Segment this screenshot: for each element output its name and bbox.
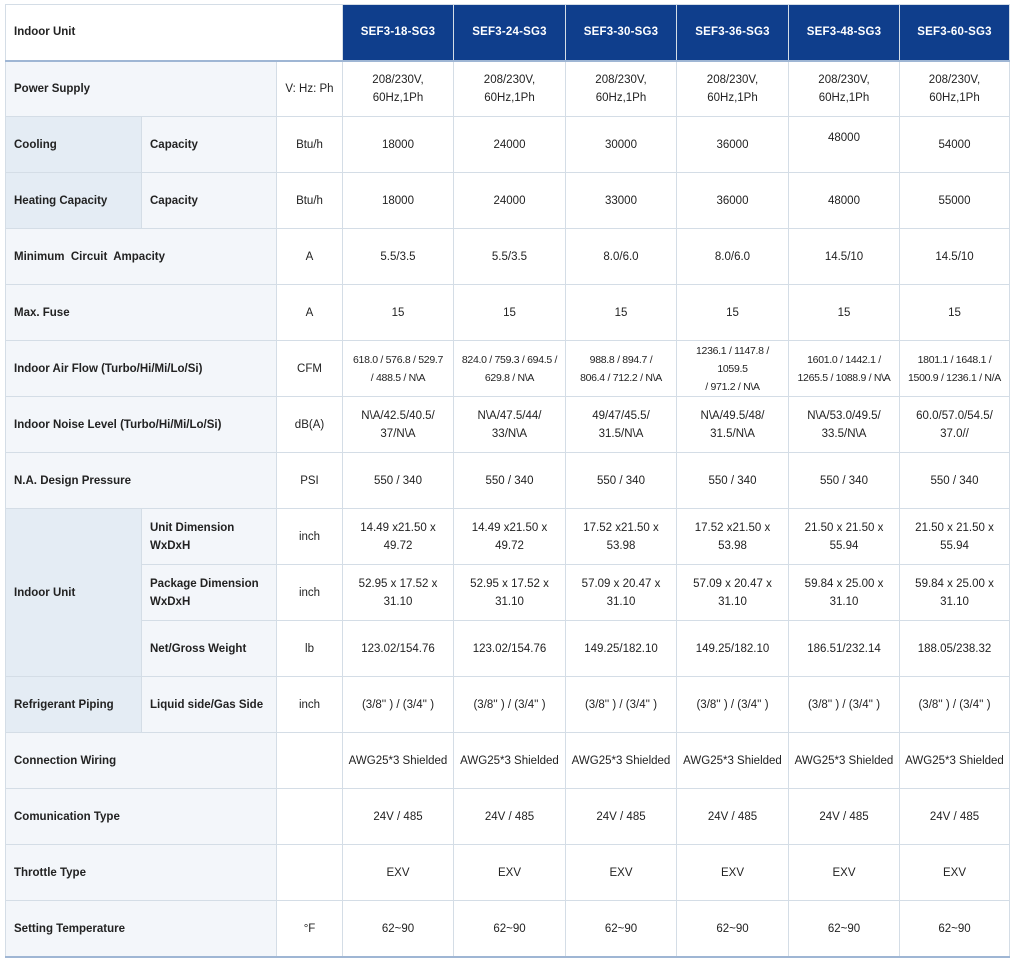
row-throttle-type <box>6 845 1010 901</box>
cell-value: N\A/49.5/48/ 31.5/N\A <box>677 397 789 453</box>
cell-value: 57.09 x 20.47 x 31.10 <box>566 565 677 621</box>
cell-value: 62~90 <box>454 901 566 957</box>
cell-value: N\A/47.5/44/ 33/N\A <box>454 397 566 453</box>
cell-value: 62~90 <box>677 901 789 957</box>
row-connection-wiring <box>6 733 1010 789</box>
cell-value: 15 <box>900 285 1010 341</box>
row-unit: V: Hz: Ph <box>277 61 343 117</box>
row-package-dimension <box>6 565 1010 621</box>
spec-table-container <box>5 4 1009 958</box>
cell-value: 1601.0 / 1442.1 / 1265.5 / 1088.9 / N\A <box>789 341 900 397</box>
row-label: Throttle Type <box>6 845 277 901</box>
row-sublabel: Unit Dimension WxDxH <box>142 509 277 565</box>
cell-value: 208/230V, 60Hz,1Ph <box>677 61 789 117</box>
header-label: Indoor Unit <box>6 5 343 61</box>
row-unit: inch <box>277 565 343 621</box>
cell-value: 208/230V, 60Hz,1Ph <box>789 61 900 117</box>
cell-value: 36000 <box>677 117 789 173</box>
row-unit: CFM <box>277 341 343 397</box>
cell-value: AWG25*3 Shielded <box>454 733 566 789</box>
row-mca <box>6 229 1010 285</box>
row-communication-type <box>6 789 1010 845</box>
cell-value: AWG25*3 Shielded <box>343 733 454 789</box>
cell-value: 550 / 340 <box>454 453 566 509</box>
row-sublabel: Package Dimension WxDxH <box>142 565 277 621</box>
cell-value: 15 <box>343 285 454 341</box>
model-header: SEF3-48-SG3 <box>789 5 900 61</box>
row-weight <box>6 621 1010 677</box>
row-label: Power Supply <box>6 61 277 117</box>
cell-value: 52.95 x 17.52 x 31.10 <box>343 565 454 621</box>
cell-value: 5.5/3.5 <box>454 229 566 285</box>
cell-value: 24V / 485 <box>343 789 454 845</box>
cell-value: AWG25*3 Shielded <box>566 733 677 789</box>
row-label: Max. Fuse <box>6 285 277 341</box>
cell-value: (3/8'' ) / (3/4'' ) <box>343 677 454 733</box>
cell-value: 24000 <box>454 117 566 173</box>
cell-value: 24V / 485 <box>454 789 566 845</box>
cell-value: 149.25/182.10 <box>566 621 677 677</box>
model-header: SEF3-18-SG3 <box>343 5 454 61</box>
row-label: Refrigerant Piping <box>6 677 142 733</box>
cell-value: 15 <box>677 285 789 341</box>
cell-value: 62~90 <box>566 901 677 957</box>
row-label: Indoor Air Flow (Turbo/Hi/Mi/Lo/Si) <box>6 341 277 397</box>
cell-value: 550 / 340 <box>900 453 1010 509</box>
cell-value: (3/8'' ) / (3/4'' ) <box>454 677 566 733</box>
row-unit: inch <box>277 509 343 565</box>
model-header: SEF3-60-SG3 <box>900 5 1010 61</box>
cell-value: 988.8 / 894.7 / 806.4 / 712.2 / N\A <box>566 341 677 397</box>
row-unit: PSI <box>277 453 343 509</box>
cell-value: N\A/53.0/49.5/ 33.5/N\A <box>789 397 900 453</box>
cell-value: EXV <box>677 845 789 901</box>
cell-value: 149.25/182.10 <box>677 621 789 677</box>
row-fuse <box>6 285 1010 341</box>
row-unit-dimension <box>6 509 1010 565</box>
model-header: SEF3-24-SG3 <box>454 5 566 61</box>
row-unit: A <box>277 229 343 285</box>
row-heating <box>6 173 1010 229</box>
cell-value: 208/230V, 60Hz,1Ph <box>343 61 454 117</box>
cell-value: 208/230V, 60Hz,1Ph <box>900 61 1010 117</box>
cell-value: 550 / 340 <box>343 453 454 509</box>
row-label: Indoor Unit <box>6 509 142 677</box>
cell-value: 15 <box>454 285 566 341</box>
cell-value: 8.0/6.0 <box>566 229 677 285</box>
cell-value: 62~90 <box>900 901 1010 957</box>
model-header: SEF3-30-SG3 <box>566 5 677 61</box>
row-label: Comunication Type <box>6 789 277 845</box>
cell-value: AWG25*3 Shielded <box>900 733 1010 789</box>
row-power-supply <box>6 61 1010 117</box>
cell-value: 59.84 x 25.00 x 31.10 <box>789 565 900 621</box>
cell-value: 618.0 / 576.8 / 529.7 / 488.5 / N\A <box>343 341 454 397</box>
row-unit <box>277 789 343 845</box>
cell-value: AWG25*3 Shielded <box>677 733 789 789</box>
cell-value: N\A/42.5/40.5/ 37/N\A <box>343 397 454 453</box>
row-label: Minimum Circuit Ampacity <box>6 229 277 285</box>
row-label: Connection Wiring <box>6 733 277 789</box>
row-label: Indoor Noise Level (Turbo/Hi/Mi/Lo/Si) <box>6 397 277 453</box>
cell-value: 59.84 x 25.00 x 31.10 <box>900 565 1010 621</box>
row-unit: inch <box>277 677 343 733</box>
cell-value: 33000 <box>566 173 677 229</box>
cell-value: EXV <box>343 845 454 901</box>
cell-value: EXV <box>566 845 677 901</box>
cell-value: 24V / 485 <box>677 789 789 845</box>
row-unit: Btu/h <box>277 173 343 229</box>
cell-value: 123.02/154.76 <box>343 621 454 677</box>
row-airflow <box>6 341 1010 397</box>
row-label: Heating Capacity <box>6 173 142 229</box>
cell-value: 550 / 340 <box>789 453 900 509</box>
cell-value: 14.49 x21.50 x 49.72 <box>454 509 566 565</box>
cell-value: 824.0 / 759.3 / 694.5 / 629.8 / N\A <box>454 341 566 397</box>
cell-value: 14.5/10 <box>900 229 1010 285</box>
cell-value: EXV <box>789 845 900 901</box>
cell-value: 208/230V, 60Hz,1Ph <box>566 61 677 117</box>
row-label: Cooling <box>6 117 142 173</box>
cell-value: 208/230V, 60Hz,1Ph <box>454 61 566 117</box>
cell-value: 24V / 485 <box>566 789 677 845</box>
cell-value: 24000 <box>454 173 566 229</box>
cell-value: EXV <box>454 845 566 901</box>
row-label: Setting Temperature <box>6 901 277 957</box>
row-pressure <box>6 453 1010 509</box>
row-refrigerant-piping <box>6 677 1010 733</box>
cell-value: 48000 <box>789 117 900 173</box>
row-sublabel: Liquid side/Gas Side <box>142 677 277 733</box>
cell-value: 17.52 x21.50 x 53.98 <box>677 509 789 565</box>
cell-value: 15 <box>566 285 677 341</box>
row-sublabel: Net/Gross Weight <box>142 621 277 677</box>
cell-value: 550 / 340 <box>677 453 789 509</box>
row-setting-temperature <box>6 901 1010 957</box>
cell-value: (3/8'' ) / (3/4'' ) <box>900 677 1010 733</box>
cell-value: 8.0/6.0 <box>677 229 789 285</box>
cell-value: (3/8'' ) / (3/4'' ) <box>566 677 677 733</box>
cell-value: 123.02/154.76 <box>454 621 566 677</box>
cell-value: 52.95 x 17.52 x 31.10 <box>454 565 566 621</box>
cell-value: 17.52 x21.50 x 53.98 <box>566 509 677 565</box>
cell-value: 30000 <box>566 117 677 173</box>
cell-value: 188.05/238.32 <box>900 621 1010 677</box>
cell-value: 48000 <box>789 173 900 229</box>
cell-value: 24V / 485 <box>789 789 900 845</box>
row-unit: dB(A) <box>277 397 343 453</box>
cell-value: 550 / 340 <box>566 453 677 509</box>
row-cooling <box>6 117 1010 173</box>
cell-value: AWG25*3 Shielded <box>789 733 900 789</box>
cell-value: 62~90 <box>789 901 900 957</box>
cell-value: 21.50 x 21.50 x 55.94 <box>789 509 900 565</box>
cell-value: 49/47/45.5/ 31.5/N\A <box>566 397 677 453</box>
row-unit: °F <box>277 901 343 957</box>
row-sublabel: Capacity <box>142 117 277 173</box>
cell-value: 21.50 x 21.50 x 55.94 <box>900 509 1010 565</box>
cell-value: 24V / 485 <box>900 789 1010 845</box>
cell-value: (3/8'' ) / (3/4'' ) <box>789 677 900 733</box>
cell-value: 14.5/10 <box>789 229 900 285</box>
cell-value: 14.49 x21.50 x 49.72 <box>343 509 454 565</box>
row-unit <box>277 733 343 789</box>
header-row <box>6 5 1010 61</box>
cell-value: EXV <box>900 845 1010 901</box>
row-sublabel: Capacity <box>142 173 277 229</box>
cell-value: 5.5/3.5 <box>343 229 454 285</box>
spec-table <box>5 4 1010 958</box>
cell-value: 18000 <box>343 173 454 229</box>
row-noise <box>6 397 1010 453</box>
cell-value: 54000 <box>900 117 1010 173</box>
model-header: SEF3-36-SG3 <box>677 5 789 61</box>
cell-value: 186.51/232.14 <box>789 621 900 677</box>
row-unit: Btu/h <box>277 117 343 173</box>
cell-value: 18000 <box>343 117 454 173</box>
cell-value: 62~90 <box>343 901 454 957</box>
cell-value: 57.09 x 20.47 x 31.10 <box>677 565 789 621</box>
row-unit <box>277 845 343 901</box>
cell-value: 36000 <box>677 173 789 229</box>
row-unit: lb <box>277 621 343 677</box>
cell-value: 1236.1 / 1147.8 / 1059.5 / 971.2 / N\A <box>677 341 789 397</box>
cell-value: 1801.1 / 1648.1 / 1500.9 / 1236.1 / N/A <box>900 341 1010 397</box>
cell-value: 55000 <box>900 173 1010 229</box>
cell-value: 15 <box>789 285 900 341</box>
cell-value: 60.0/57.0/54.5/ 37.0// <box>900 397 1010 453</box>
row-unit: A <box>277 285 343 341</box>
cell-value: (3/8'' ) / (3/4'' ) <box>677 677 789 733</box>
row-label: N.A. Design Pressure <box>6 453 277 509</box>
